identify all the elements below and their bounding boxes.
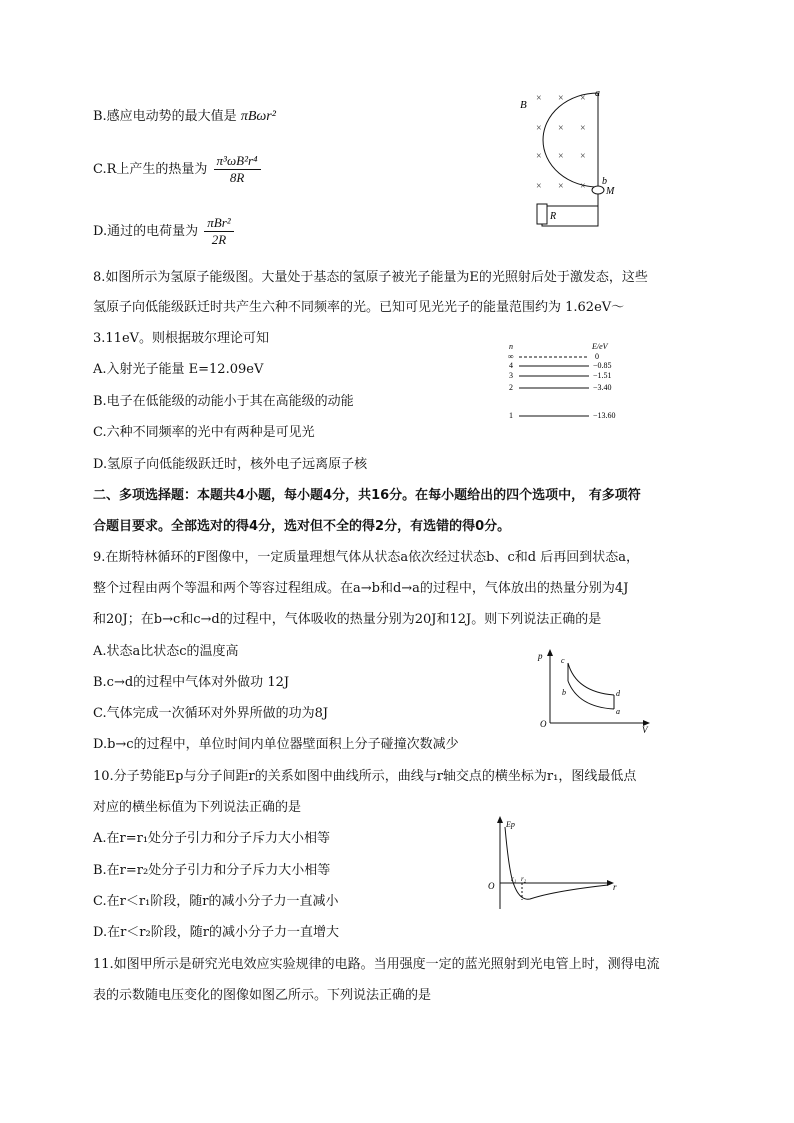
q8-option-c: C.六种不同频率的光中有两种是可见光 <box>93 425 315 440</box>
q10-option-a: A.在r=r₁处分子引力和分子斥力大小相等 <box>93 831 331 846</box>
q7-option-d-fraction <box>204 215 233 248</box>
q7-option-d-text: D.通过的电荷量为 <box>93 224 199 239</box>
level-n-4: 4 <box>509 361 513 370</box>
q10-option-c: C.在r＜r₁阶段，随r的减小分子力一直减小 <box>93 894 339 909</box>
q9-option-d: D.b→c的过程中，单位时间内单位器壁面积上分子碰撞次数减少 <box>93 737 459 752</box>
q7-option-d-numerator: πBr² <box>204 215 233 232</box>
q10-option-b: B.在r=r₂处分子引力和分子斥力大小相等 <box>93 863 331 878</box>
q7-option-d-denominator: 2R <box>211 232 227 247</box>
svg-text:×: × <box>536 151 542 162</box>
level-e-inf: 0 <box>595 352 599 361</box>
q8-stem-line3: 3.11eV。则根据玻尔理论可知 <box>93 331 270 346</box>
q8-stem-line2: 氢原子向低能级跃迁时共产生六种不同频率的光。已知可见光光子的能量范围约为 1.62eV～ <box>93 300 625 315</box>
q11-stem-line2: 表的示数随电压变化的图像如图乙所示。下列说法正确的是 <box>93 988 432 1003</box>
svg-text:×: × <box>580 181 586 192</box>
p-axis-arrow <box>547 649 553 656</box>
q7-option-c-fraction <box>214 153 261 186</box>
isotherm-high <box>568 663 614 695</box>
svg-text:×: × <box>580 123 586 134</box>
svg-text:×: × <box>580 93 586 104</box>
level-n-2: 2 <box>509 383 513 392</box>
q9-pv-diagram <box>536 647 656 735</box>
label-c: c <box>561 656 565 665</box>
q10-stem-line1: 10.分子势能Ep与分子间距r的关系如图中曲线所示，曲线与r轴交点的横坐标为r₁，图线最低点 <box>93 769 637 784</box>
q7-option-c-denominator: 8R <box>229 170 245 185</box>
label-a: a <box>595 88 600 99</box>
q7-magnetic-field-figure <box>512 86 622 234</box>
label-r: r <box>613 882 617 892</box>
q9-stem-line2: 整个过程由两个等温和两个等容过程组成。在a→b和d→a的过程中，气体放出的热量分别为4J <box>93 581 629 596</box>
svg-text:×: × <box>558 151 564 162</box>
level-n-1: 1 <box>509 411 513 420</box>
label-O: O <box>488 881 495 891</box>
label-r1: r₁ <box>511 875 517 883</box>
section2-heading-line1: 二、多项选择题：本题共4小题，每小题4分，共16分。在每小题给出的四个选项中， 有多项符 <box>93 488 641 503</box>
q11-stem-line1: 11.如图甲所示是研究光电效应实验规律的电路。当用强度一定的蓝光照射到光电管上时，测得电流 <box>93 957 660 972</box>
label-e-ev: E/eV <box>592 342 608 351</box>
level-e-1: −13.60 <box>593 411 616 420</box>
label-O: O <box>540 719 547 729</box>
label-n: n <box>509 342 513 351</box>
q8-energy-level-diagram <box>503 341 633 423</box>
q7-option-b-expression: πBωr² <box>240 109 276 124</box>
label-B: B <box>520 99 527 111</box>
label-R: R <box>550 211 557 222</box>
svg-text:×: × <box>536 123 542 134</box>
ep-axis-arrow <box>497 816 503 823</box>
label-a: a <box>616 707 620 716</box>
isotherm-low <box>568 681 614 709</box>
label-M: M <box>606 186 615 197</box>
level-n-inf: ∞ <box>508 352 514 361</box>
q7-option-c-numerator: π³ωB²r⁴ <box>214 153 261 170</box>
q7-option-c <box>93 150 261 190</box>
q10-option-d: D.在r＜r₂阶段，随r的减小分子力一直增大 <box>93 925 339 940</box>
q10-stem-line2: 对应的横坐标值为下列说法正确的是 <box>93 800 302 815</box>
label-V: V <box>642 725 648 735</box>
label-r2: r₂ <box>521 875 527 883</box>
svg-text:×: × <box>558 93 564 104</box>
ep-curve <box>505 827 608 899</box>
q9-stem-line1: 9.在斯特林循环的F图像中，一定质量理想气体从状态a依次经过状态b、c和d 后再回到状态a， <box>93 550 639 565</box>
svg-text:×: × <box>536 93 542 104</box>
q8-stem-line1: 8.如图所示为氢原子能级图。大量处于基态的氢原子被光子能量为E的光照射后处于激发态，这些 <box>93 270 648 285</box>
q9-stem-line3: 和20J；在b→c和c→d的过程中，气体吸收的热量分别为20J和12J。则下列说法正确的是 <box>93 612 602 627</box>
q7-option-c-text: C.R上产生的热量为 <box>93 162 208 177</box>
resistor-r <box>537 204 547 224</box>
level-e-4: −0.85 <box>593 361 612 370</box>
level-e-2: −3.40 <box>593 383 612 392</box>
svg-text:×: × <box>580 151 586 162</box>
q7-option-b <box>93 107 276 127</box>
level-n-3: 3 <box>509 371 513 380</box>
section2-heading-line2: 合题目要求。全部选对的得4分，选对但不全的得2分，有选错的得0分。 <box>93 519 511 534</box>
svg-text:×: × <box>558 123 564 134</box>
label-b: b <box>562 688 566 697</box>
label-p: p <box>538 651 543 661</box>
q9-option-c: C.气体完成一次循环对外界所做的功为8J <box>93 706 329 721</box>
q8-option-a: A.入射光子能量 E=12.09eV <box>93 362 264 377</box>
q8-option-d: D.氢原子向低能级跃迁时，核外电子远离原子核 <box>93 457 368 472</box>
q8-option-b: B.电子在低能级的动能小于其在高能级的动能 <box>93 394 354 409</box>
q7-option-d <box>93 212 234 252</box>
label-Ep: Ep <box>506 820 515 829</box>
q9-option-a: A.状态a比状态c的温度高 <box>93 644 239 659</box>
level-e-3: −1.51 <box>593 371 612 380</box>
q7-option-b-text: B.感应电动势的最大值是 <box>93 109 237 124</box>
svg-text:×: × <box>536 181 542 192</box>
label-d: d <box>616 689 620 698</box>
label-b: b <box>602 176 607 187</box>
q9-option-b: B.c→d的过程中气体对外做功 12J <box>93 675 290 690</box>
ring-m <box>592 186 604 194</box>
semicircle-conductor <box>543 93 598 187</box>
q10-ep-r-graph <box>484 813 624 911</box>
svg-text:×: × <box>558 181 564 192</box>
